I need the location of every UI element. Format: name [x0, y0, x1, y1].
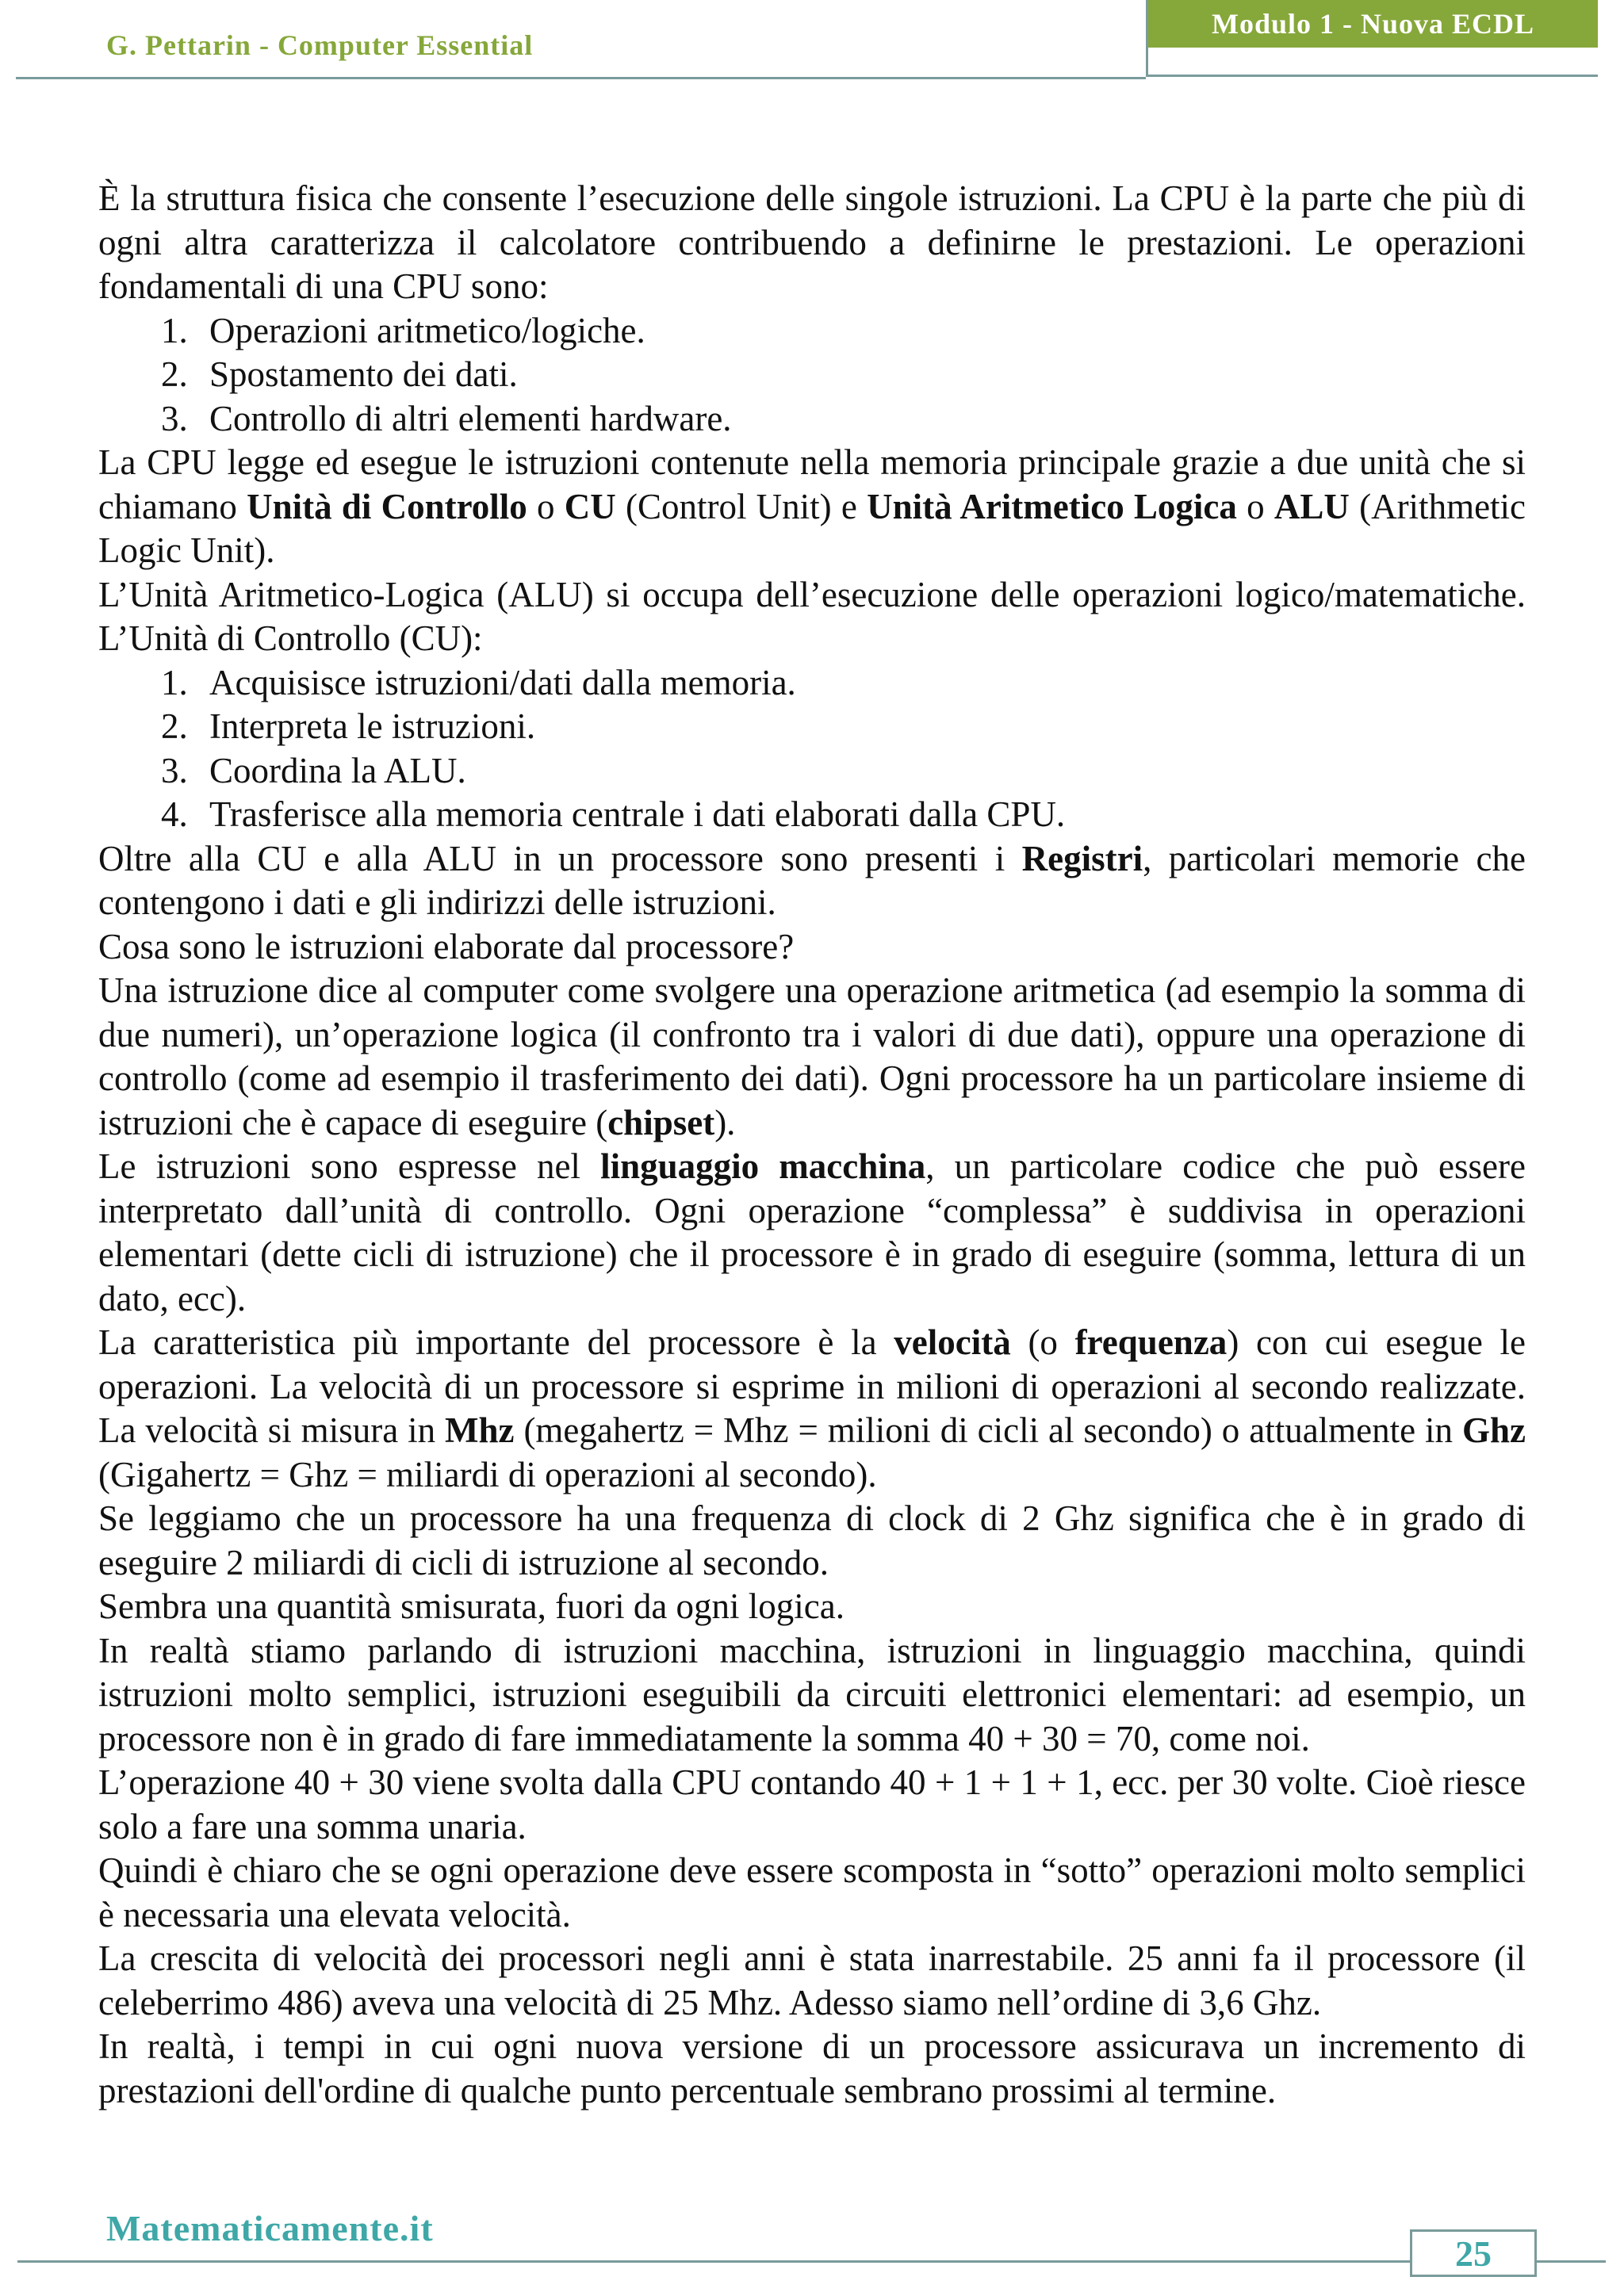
- header-rule: [16, 77, 1146, 79]
- paragraph: [98, 1145, 1526, 1321]
- text-run: La caratteristica più importante del processore è la: [98, 1322, 894, 1362]
- paragraph: L’operazione 40 + 30 viene svolta dalla CPU contando 40 + 1 + 1 + 1, ecc. per 30 volte. Cioè riesce solo a fare una somma unaria.: [98, 1762, 1526, 1846]
- list-item: 3. Controllo di altri elementi hardware.: [197, 397, 1526, 442]
- text-run: (o: [1010, 1322, 1075, 1362]
- text-run: ).: [714, 1102, 736, 1142]
- bold-term: CU: [564, 486, 616, 526]
- text-run: Una istruzione dice al computer come svolgere una operazione aritmetica (ad esempio la somma di due numeri), un’operazione logica (il confronto tra i valori di due dati), oppure una operazione di controllo (come ad esempio il trasferimento dei dati). Ogni processore ha un particolare insieme di istruzioni che è capace di eseguire (: [98, 970, 1526, 1142]
- text-run: , un particolare codice che può essere interpretato dall’unità di controllo. Ogni operazione “complessa” è suddivisa in operazioni elementari (dette cicli di istruzione) che il processore è in grado di eseguire (somma, lettura di un dato, ecc).: [98, 1146, 1526, 1318]
- text-run: (Gigahertz = Ghz = miliardi di operazioni al secondo).: [98, 1454, 877, 1494]
- bold-term: ALU: [1274, 486, 1350, 526]
- text-run: ) con cui esegue le operazioni. La velocità di un processore si esprime in milioni di operazioni al secondo realizzate. La velocità si misura in: [98, 1322, 1526, 1450]
- text-run: (Control Unit) e: [615, 486, 868, 526]
- paragraph: Sembra una quantità smisurata, fuori da ogni logica.: [98, 1586, 845, 1626]
- paragraph: In realtà stiamo parlando di istruzioni macchina, istruzioni in linguaggio macchina, quindi istruzioni molto semplici, istruzioni eseguibili da circuiti elettronici elementari: ad esempio, un processore non è in grado di fare immediatamente la somma 40 + 30 = 70, come noi.: [98, 1630, 1526, 1758]
- header-author-title: G. Pettarin - Computer Essential: [106, 29, 534, 61]
- text-run: , particolari memorie che contengono i dati e gli indirizzi delle istruzioni.: [98, 838, 1526, 922]
- bold-term: Registri: [1021, 838, 1143, 878]
- text-run: (megahertz = Mhz = milioni di cicli al secondo) o attualmente in: [514, 1410, 1462, 1450]
- text-run: o: [527, 486, 565, 526]
- bold-term: linguaggio macchina: [600, 1146, 926, 1186]
- bold-term: Ghz: [1461, 1410, 1526, 1450]
- paragraph: La crescita di velocità dei processori negli anni è stata inarrestabile. 25 anni fa il processore (il celeberrimo 486) aveva una velocità di 25 Mhz. Adesso siamo nell’ordine di 3,6 Ghz.: [98, 1938, 1526, 2022]
- paragraph: Cosa sono le istruzioni elaborate dal processore?: [98, 926, 795, 966]
- footer-site-name: Matematicamente.it: [106, 2208, 434, 2248]
- page-number: 25: [1410, 2229, 1537, 2277]
- text-run: o: [1236, 486, 1274, 526]
- bold-term: frequenza: [1074, 1322, 1228, 1362]
- paragraph: In realtà, i tempi in cui ogni nuova versione di un processore assicurava un incremento di prestazioni dell'ordine di qualche punto percentuale sembrano prossimi al termine.: [98, 2026, 1526, 2110]
- control-unit-list: [98, 661, 1526, 837]
- list-item: 1. Acquisisce istruzioni/dati dalla memoria.: [197, 661, 1526, 706]
- paragraph: [98, 969, 1526, 1145]
- paragraph: [98, 441, 1526, 573]
- text-run: Oltre alla CU e alla ALU in un processore sono presenti i: [98, 838, 1022, 878]
- paragraph: L’Unità Aritmetico-Logica (ALU) si occupa dell’esecuzione delle operazioni logico/matematiche. L’Unità di Controllo (CU):: [98, 574, 1526, 658]
- paragraph: [98, 837, 1526, 925]
- bold-term: chipset: [607, 1102, 715, 1142]
- list-item: 2. Interpreta le istruzioni.: [197, 705, 1526, 749]
- bold-term: Unità Aritmetico Logica: [867, 486, 1237, 526]
- list-item: 2. Spostamento dei dati.: [197, 353, 1526, 397]
- bold-term: Mhz: [445, 1410, 515, 1450]
- paragraph: Quindi è chiaro che se ogni operazione deve essere scomposta in “sotto” operazioni molto semplici è necessaria una elevata velocità.: [98, 1850, 1526, 1934]
- footer-rule: [17, 2260, 1606, 2263]
- bold-term: Unità di Controllo: [247, 486, 527, 526]
- cpu-operations-list: [98, 309, 1526, 442]
- paragraph: Se leggiamo che un processore ha una frequenza di clock di 2 Ghz significa che è in grado di eseguire 2 miliardi di cicli di istruzione al secondo.: [98, 1498, 1526, 1582]
- page-content: [98, 177, 1526, 2113]
- header-module-tab: [1148, 0, 1598, 48]
- paragraph: È la struttura fisica che consente l’esecuzione delle singole istruzioni. La CPU è la parte che più di ogni altra caratterizza il calcolatore contribuendo a definirne le prestazioni. Le operazioni fondamentali di una CPU sono:: [98, 178, 1526, 306]
- header-module-label: Modulo 1 - Nuova ECDL: [1211, 8, 1535, 40]
- paragraph: [98, 1321, 1526, 1497]
- text-run: Le istruzioni sono espresse nel: [98, 1146, 601, 1186]
- bold-term: velocità: [894, 1322, 1011, 1362]
- list-item: 1. Operazioni aritmetico/logiche.: [197, 309, 1526, 354]
- text-run: (Arithmetic Logic Unit).: [98, 486, 1526, 570]
- list-item: 3. Coordina la ALU.: [197, 749, 1526, 794]
- text-run: La CPU legge ed esegue le istruzioni contenute nella memoria principale grazie a due unità che si chiamano: [98, 442, 1526, 526]
- list-item: 4. Trasferisce alla memoria centrale i dati elaborati dalla CPU.: [197, 793, 1526, 837]
